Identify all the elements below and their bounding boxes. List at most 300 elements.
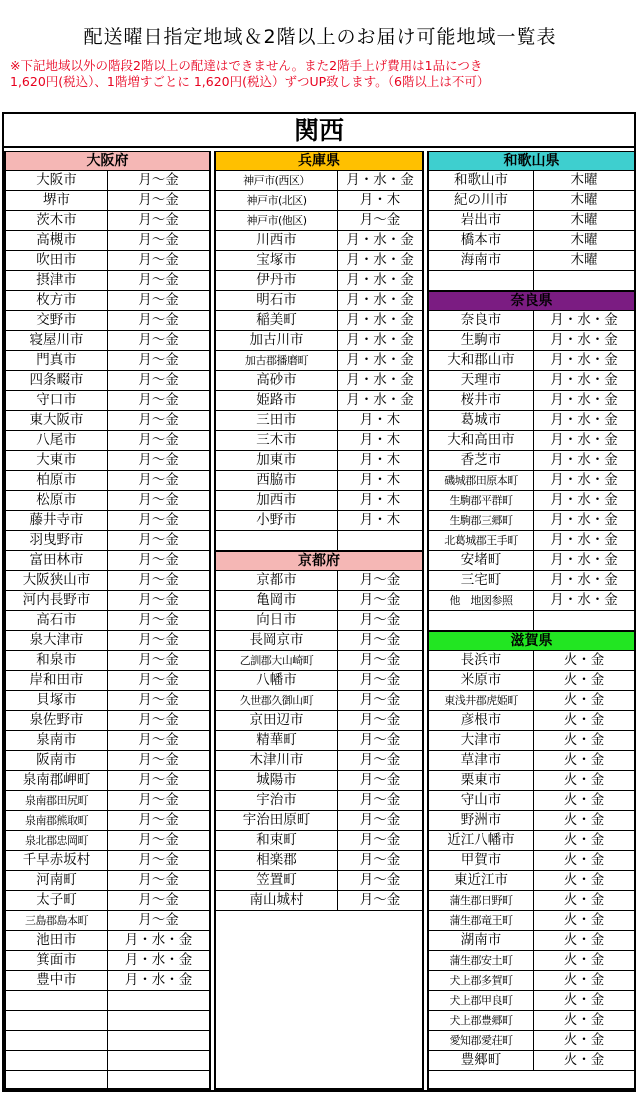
area-name: 磯城郡田原本町 — [429, 471, 534, 490]
delivery-days: 月～金 — [138, 572, 179, 588]
delivery-days: 月～金 — [359, 212, 401, 228]
area-name: 向日市 — [216, 611, 338, 630]
area-name: 大和郡山市 — [429, 351, 534, 370]
table-row — [429, 931, 634, 951]
area-name: 犬上郡多賀町 — [429, 971, 534, 990]
area-name: 草津市 — [429, 751, 534, 770]
area-name: 宝塚市 — [216, 251, 338, 270]
table-row — [429, 1011, 634, 1031]
table-row — [216, 751, 422, 771]
delivery-days: 火・金 — [563, 832, 605, 848]
area-name: 蒲生郡竜王町 — [429, 911, 534, 930]
table-row — [216, 711, 422, 731]
delivery-days: 月～金 — [138, 472, 179, 488]
delivery-days: 月～金 — [138, 872, 179, 888]
table-row — [429, 851, 634, 871]
area-name: 高槻市 — [6, 231, 108, 250]
table-row — [429, 231, 634, 251]
area-name: 泉南郡田尻町 — [6, 791, 108, 810]
delivery-days: 月～金 — [359, 672, 401, 688]
delivery-days: 火・金 — [563, 1012, 605, 1028]
area-name: 茨木市 — [6, 211, 108, 230]
table-row — [6, 451, 209, 471]
table-row — [6, 211, 209, 231]
delivery-days: 月～金 — [138, 432, 179, 448]
area-name: 生駒市 — [429, 331, 534, 350]
note-line-1: ※下記地域以外の階段2階以上の配達はできません。また2階手上げ費用は1品につき — [10, 58, 483, 73]
area-name: 吹田市 — [6, 251, 108, 270]
delivery-days: 月～金 — [138, 412, 179, 428]
table-row — [216, 291, 422, 311]
table-row — [216, 571, 422, 591]
table-row — [6, 191, 209, 211]
area-name: 交野市 — [6, 311, 108, 330]
delivery-days: 月～金 — [359, 612, 401, 628]
area-name: 加古郡播磨町 — [216, 351, 338, 370]
delivery-days: 月～金 — [359, 692, 401, 708]
area-name: 泉南郡熊取町 — [6, 811, 108, 830]
area-name: 城陽市 — [216, 771, 338, 790]
area-name: 木津川市 — [216, 751, 338, 770]
area-name: 京都市 — [216, 571, 338, 590]
delivery-days: 月～金 — [359, 792, 401, 808]
delivery-days: 月～金 — [138, 592, 179, 608]
delivery-days: 月・水・金 — [346, 372, 414, 388]
table-row — [6, 871, 209, 891]
table-row — [6, 231, 209, 251]
delivery-days: 月～金 — [138, 232, 179, 248]
table-row — [216, 631, 422, 651]
area-name: 宇治市 — [216, 791, 338, 810]
area-name: 箕面市 — [6, 951, 108, 970]
table-row — [429, 611, 634, 631]
area-name: 池田市 — [6, 931, 108, 950]
area-name: 和泉市 — [6, 651, 108, 670]
area-name: 近江八幡市 — [429, 831, 534, 850]
table-row — [429, 811, 634, 831]
table-row — [429, 711, 634, 731]
table-row — [6, 611, 209, 631]
area-name: 太子町 — [6, 891, 108, 910]
area-name: 高砂市 — [216, 371, 338, 390]
area-name: 大阪市 — [6, 171, 108, 190]
table-row — [216, 231, 422, 251]
table-row — [216, 851, 422, 871]
table-row — [429, 531, 634, 551]
area-name: 和束町 — [216, 831, 338, 850]
area-name: 守山市 — [429, 791, 534, 810]
delivery-days: 月・水・金 — [550, 572, 618, 588]
area-name: 守口市 — [6, 391, 108, 410]
table-row — [216, 611, 422, 631]
delivery-days: 月～金 — [359, 732, 401, 748]
table-row — [6, 891, 209, 911]
table-row — [429, 591, 634, 611]
area-name: 笠置町 — [216, 871, 338, 890]
area-name: 奈良市 — [429, 311, 534, 330]
area-name: 大和高田市 — [429, 431, 534, 450]
area-name: 加西市 — [216, 491, 338, 510]
table-row — [6, 551, 209, 571]
area-name: 加古川市 — [216, 331, 338, 350]
delivery-days: 木曜 — [570, 252, 598, 268]
table-row — [6, 271, 209, 291]
table-row — [429, 171, 634, 191]
area-name: 岸和田市 — [6, 671, 108, 690]
table-row — [429, 411, 634, 431]
table-row — [216, 351, 422, 371]
delivery-days: 月・水・金 — [346, 252, 414, 268]
table-row — [216, 491, 422, 511]
area-name: 大阪狭山市 — [6, 571, 108, 590]
area-name: 八尾市 — [6, 431, 108, 450]
area-name — [429, 611, 534, 630]
table-row — [216, 431, 422, 451]
delivery-days: 木曜 — [570, 232, 598, 248]
delivery-days: 月～金 — [138, 172, 179, 188]
table-row — [6, 391, 209, 411]
region-title: 関西 — [2, 114, 636, 148]
area-name: 天理市 — [429, 371, 534, 390]
area-name: 東大阪市 — [6, 411, 108, 430]
table-row — [216, 371, 422, 391]
delivery-days: 月・水・金 — [346, 352, 414, 368]
area-name: 京田辺市 — [216, 711, 338, 730]
delivery-days: 木曜 — [570, 212, 598, 228]
table-row — [6, 911, 209, 931]
delivery-days — [108, 1071, 209, 1090]
table-row — [429, 1031, 634, 1051]
delivery-days: 火・金 — [563, 972, 605, 988]
area-name: 南山城村 — [216, 891, 338, 910]
area-name: 愛知郡愛荘町 — [429, 1031, 534, 1050]
delivery-days: 月～金 — [138, 832, 179, 848]
area-name: 北葛城郡王手町 — [429, 531, 534, 550]
delivery-days: 月～金 — [138, 772, 179, 788]
delivery-days: 火・金 — [563, 1052, 605, 1068]
table-row — [429, 951, 634, 971]
table-row — [6, 731, 209, 751]
area-name — [6, 1071, 108, 1090]
delivery-days: 月～金 — [359, 592, 401, 608]
delivery-days: 火・金 — [563, 812, 605, 828]
delivery-days: 月・水・金 — [550, 472, 618, 488]
table-row — [6, 411, 209, 431]
table-row — [216, 651, 422, 671]
delivery-days: 月～金 — [138, 612, 179, 628]
table-row — [6, 431, 209, 451]
area-name: 泉南郡岬町 — [6, 771, 108, 790]
table-row — [6, 851, 209, 871]
table-row — [429, 431, 634, 451]
delivery-days: 月・水・金 — [346, 232, 414, 248]
table-row — [429, 471, 634, 491]
area-name: 宇治田原町 — [216, 811, 338, 830]
table-row — [216, 211, 422, 231]
delivery-days: 月～金 — [138, 312, 179, 328]
area-name: 柏原市 — [6, 471, 108, 490]
table-row — [216, 691, 422, 711]
area-name: 泉佐野市 — [6, 711, 108, 730]
delivery-days: 火・金 — [563, 852, 605, 868]
area-name: 千早赤坂村 — [6, 851, 108, 870]
table-row — [6, 751, 209, 771]
table-row — [429, 891, 634, 911]
table-row — [429, 451, 634, 471]
delivery-days: 月・木 — [359, 512, 401, 528]
area-name: 高石市 — [6, 611, 108, 630]
delivery-days: 火・金 — [563, 692, 605, 708]
table-row — [216, 251, 422, 271]
delivery-days: 月・木 — [359, 472, 401, 488]
area-name: 東近江市 — [429, 871, 534, 890]
page-title: 配送曜日指定地域＆2階以上のお届け可能地域一覧表 — [83, 26, 557, 48]
area-name: 大津市 — [429, 731, 534, 750]
area-name: 犬上郡甲良町 — [429, 991, 534, 1010]
table-row — [216, 411, 422, 431]
delivery-days: 月・水・金 — [124, 952, 193, 968]
table-row — [6, 491, 209, 511]
area-name: 生駒郡平群町 — [429, 491, 534, 510]
delivery-days: 月～金 — [138, 792, 179, 808]
table-row — [6, 711, 209, 731]
delivery-days: 火・金 — [563, 952, 605, 968]
delivery-days: 月～金 — [359, 772, 401, 788]
delivery-days: 月～金 — [138, 272, 179, 288]
table-row — [6, 1051, 209, 1071]
table-row — [6, 811, 209, 831]
area-name: 姫路市 — [216, 391, 338, 410]
hyogo-header: 兵庫県 — [216, 151, 422, 171]
area-name: 久世郡久御山町 — [216, 691, 338, 710]
table-row — [6, 1011, 209, 1031]
delivery-days: 火・金 — [563, 1032, 605, 1048]
delivery-days: 月～金 — [138, 712, 179, 728]
area-name: 長岡京市 — [216, 631, 338, 650]
table-row — [6, 971, 209, 991]
delivery-days: 月・水・金 — [550, 312, 618, 328]
table-row — [6, 771, 209, 791]
delivery-days: 月～金 — [138, 392, 179, 408]
delivery-days: 月～金 — [359, 812, 401, 828]
area-name: 摂津市 — [6, 271, 108, 290]
delivery-days: 月・水・金 — [550, 352, 618, 368]
delivery-days: 月・水・金 — [346, 312, 414, 328]
area-name: 長浜市 — [429, 651, 534, 670]
delivery-days: 火・金 — [563, 672, 605, 688]
delivery-days: 月・水・金 — [346, 172, 414, 188]
table-row — [429, 371, 634, 391]
area-name: 伊丹市 — [216, 271, 338, 290]
table-row — [216, 731, 422, 751]
table-row — [429, 731, 634, 751]
area-name: 貝塚市 — [6, 691, 108, 710]
delivery-days: 月～金 — [138, 552, 179, 568]
table-row — [216, 871, 422, 891]
delivery-days: 月・水・金 — [124, 972, 193, 988]
area-name: 栗東市 — [429, 771, 534, 790]
table-row — [216, 771, 422, 791]
table-row — [6, 691, 209, 711]
table-row — [429, 751, 634, 771]
area-name: 他 地図参照 — [429, 591, 534, 610]
table-row — [429, 791, 634, 811]
area-name: 乙訓郡大山崎町 — [216, 651, 338, 670]
shipping-note — [10, 58, 635, 90]
column-left — [4, 151, 211, 1090]
area-name: 亀岡市 — [216, 591, 338, 610]
area-name — [6, 1051, 108, 1070]
table-row — [6, 1071, 209, 1091]
delivery-days: 月・木 — [359, 452, 401, 468]
area-name: 葛城市 — [429, 411, 534, 430]
table-row — [429, 191, 634, 211]
table-row — [216, 191, 422, 211]
area-name: 堺市 — [6, 191, 108, 210]
area-name: 八幡市 — [216, 671, 338, 690]
kyoto-header: 京都府 — [216, 551, 422, 571]
delivery-days: 木曜 — [570, 172, 598, 188]
delivery-days: 月・木 — [359, 192, 401, 208]
area-name: 安堵町 — [429, 551, 534, 570]
area-name: 甲賀市 — [429, 851, 534, 870]
table-row — [6, 831, 209, 851]
table-row — [6, 511, 209, 531]
shiga-header: 滋賀県 — [429, 631, 634, 651]
table-row — [6, 351, 209, 371]
delivery-days: 月～金 — [138, 212, 179, 228]
column-middle — [214, 151, 424, 1090]
area-name: 豊郷町 — [429, 1051, 534, 1070]
area-name: 泉大津市 — [6, 631, 108, 650]
table-row — [429, 651, 634, 671]
area-name: 彦根市 — [429, 711, 534, 730]
delivery-days: 月・水・金 — [550, 452, 618, 468]
area-name: 精華町 — [216, 731, 338, 750]
area-name: 阪南市 — [6, 751, 108, 770]
delivery-days: 火・金 — [563, 752, 605, 768]
delivery-days: 月・水・金 — [550, 492, 618, 508]
area-name — [6, 1011, 108, 1030]
area-name: 米原市 — [429, 671, 534, 690]
area-name: 香芝市 — [429, 451, 534, 470]
table-row — [429, 331, 634, 351]
delivery-days: 火・金 — [563, 792, 605, 808]
delivery-days: 月・水・金 — [550, 332, 618, 348]
delivery-days: 火・金 — [563, 712, 605, 728]
area-name: 桜井市 — [429, 391, 534, 410]
delivery-days: 月～金 — [138, 532, 179, 548]
table-row — [6, 331, 209, 351]
delivery-days: 月～金 — [138, 692, 179, 708]
area-name: 河内長野市 — [6, 591, 108, 610]
delivery-days: 火・金 — [563, 772, 605, 788]
delivery-days: 月～金 — [138, 352, 179, 368]
area-name: 三島郡島本町 — [6, 911, 108, 930]
area-name: 和歌山市 — [429, 171, 534, 190]
delivery-days — [534, 611, 634, 630]
delivery-days: 月～金 — [359, 872, 401, 888]
wakayama-header: 和歌山県 — [429, 151, 634, 171]
table-row — [429, 671, 634, 691]
area-name: 紀の川市 — [429, 191, 534, 210]
delivery-days: 月～金 — [359, 892, 401, 908]
table-row — [216, 831, 422, 851]
area-name — [429, 271, 534, 290]
table-row — [6, 471, 209, 491]
delivery-days: 月～金 — [138, 752, 179, 768]
area-name: 稲美町 — [216, 311, 338, 330]
table-row — [216, 531, 422, 551]
area-name: 富田林市 — [6, 551, 108, 570]
table-row — [429, 971, 634, 991]
table-row — [429, 831, 634, 851]
delivery-days: 月～金 — [138, 852, 179, 868]
delivery-days: 月～金 — [359, 852, 401, 868]
delivery-days: 月・木 — [359, 412, 401, 428]
area-name: 大東市 — [6, 451, 108, 470]
area-name: 四条畷市 — [6, 371, 108, 390]
area-name — [6, 991, 108, 1010]
delivery-days: 月～金 — [359, 572, 401, 588]
area-name: 岩出市 — [429, 211, 534, 230]
delivery-days: 月～金 — [138, 912, 179, 928]
area-name: 明石市 — [216, 291, 338, 310]
area-name: 神戸市(他区) — [216, 211, 338, 230]
table-row — [216, 471, 422, 491]
delivery-days: 月～金 — [138, 372, 179, 388]
area-name: 東浅井郡虎姫町 — [429, 691, 534, 710]
area-name: 蒲生郡日野町 — [429, 891, 534, 910]
table-row — [6, 571, 209, 591]
area-name: 門真市 — [6, 351, 108, 370]
delivery-days: 月・水・金 — [550, 372, 618, 388]
delivery-days: 火・金 — [563, 992, 605, 1008]
delivery-days — [108, 1051, 209, 1070]
area-name: 神戸市(北区) — [216, 191, 338, 210]
table-row — [216, 811, 422, 831]
area-name: 羽曳野市 — [6, 531, 108, 550]
delivery-days: 月・水・金 — [550, 392, 618, 408]
table-row — [429, 911, 634, 931]
delivery-days: 月・水・金 — [346, 392, 414, 408]
delivery-days: 月・水・金 — [550, 412, 618, 428]
table-row — [216, 331, 422, 351]
table-row — [429, 871, 634, 891]
table-row — [6, 1031, 209, 1051]
delivery-days: 月～金 — [359, 652, 401, 668]
delivery-days: 月・水・金 — [550, 532, 618, 548]
table-row — [429, 691, 634, 711]
table-row — [429, 211, 634, 231]
area-name: 生駒郡三郷町 — [429, 511, 534, 530]
column-right — [427, 151, 636, 1090]
table-row — [429, 251, 634, 271]
area-name — [6, 1031, 108, 1050]
table-row — [6, 951, 209, 971]
table-row — [6, 671, 209, 691]
area-name — [216, 531, 338, 550]
table-row — [429, 391, 634, 411]
table-row — [429, 271, 634, 291]
table-row — [216, 171, 422, 191]
delivery-days: 月～金 — [138, 492, 179, 508]
delivery-days: 火・金 — [563, 912, 605, 928]
delivery-days: 月・木 — [359, 432, 401, 448]
delivery-days: 月～金 — [138, 632, 179, 648]
area-name: 藤井寺市 — [6, 511, 108, 530]
area-name: 河南町 — [6, 871, 108, 890]
